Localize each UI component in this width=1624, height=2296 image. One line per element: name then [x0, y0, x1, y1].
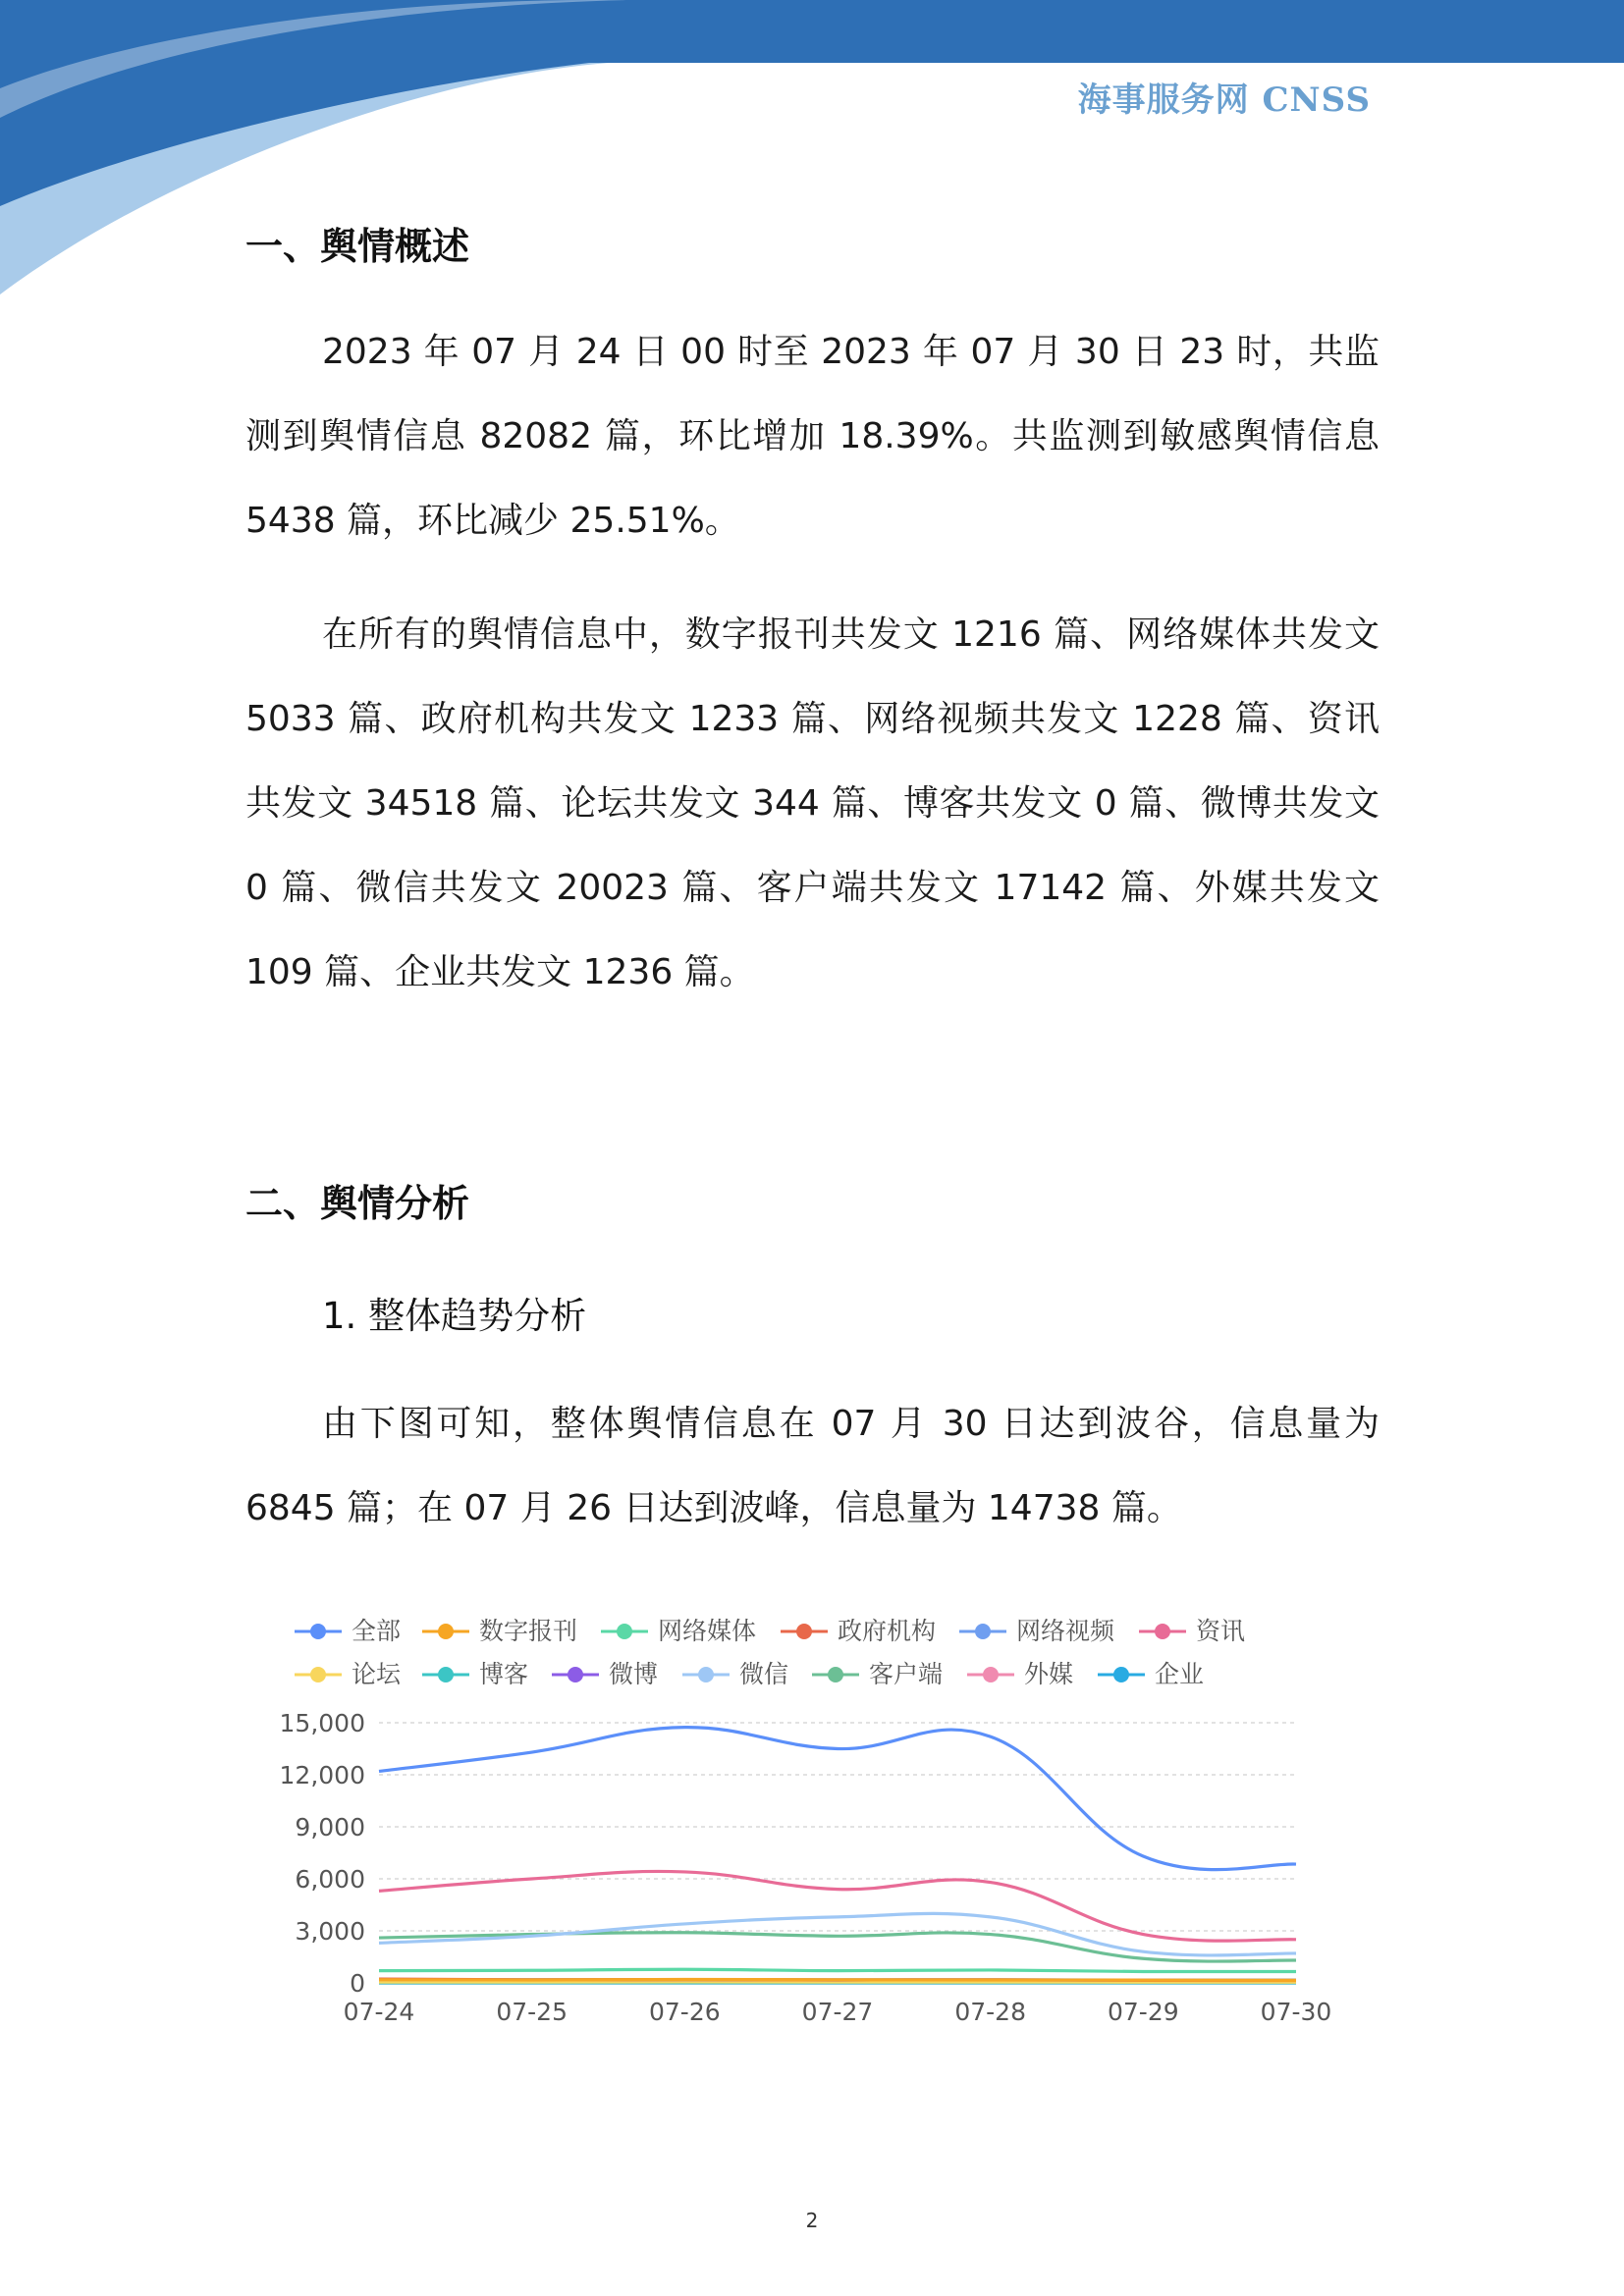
- legend-item: [812, 1660, 943, 1688]
- legend-item: [781, 1617, 936, 1645]
- legend-label: 企业: [1155, 1660, 1205, 1688]
- legend-marker: [828, 1667, 843, 1682]
- legend-marker: [983, 1667, 999, 1682]
- series: [379, 1969, 1296, 1971]
- legend-marker: [617, 1624, 632, 1639]
- paragraph: 在所有的舆情信息中，数字报刊共发文 1216 篇、网络媒体共发文 5033 篇、政府机构共发文 1233 篇、网络视频共发文 1228 篇、资讯共发文 34518 篇、论坛共发文 344 篇、博客共发文 0 篇、微博共发文 0 篇、微信共发文 20023 篇、客户端共发文 17142 篇、外媒共发文 109 篇、企业共发文 1236 篇。: [245, 614, 1380, 992]
- y-axis: [280, 1709, 365, 1998]
- legend-marker: [310, 1624, 326, 1639]
- series-lines: [379, 1728, 1296, 1983]
- legend-item: [295, 1660, 402, 1688]
- x-tick-label: 07-25: [496, 1998, 568, 2026]
- legend-label: 客户端: [869, 1660, 944, 1688]
- series-line: [379, 1728, 1296, 1870]
- legend-marker: [698, 1667, 714, 1682]
- legend-label: 博客: [479, 1660, 529, 1688]
- legend-marker: [438, 1667, 454, 1682]
- y-tick-label: 6,000: [295, 1865, 365, 1894]
- x-tick-label: 07-30: [1260, 1998, 1332, 2026]
- section-title: 二、舆情分析: [245, 1182, 470, 1225]
- legend-marker: [796, 1624, 812, 1639]
- legend-marker: [438, 1624, 454, 1639]
- x-tick-label: 07-29: [1108, 1998, 1179, 2026]
- section-title: 一、舆情概述: [245, 225, 470, 268]
- legend-item: [1098, 1660, 1204, 1688]
- paragraph: 由下图可知，整体舆情信息在 07 月 30 日达到波谷，信息量为 6845 篇；在 07 月 26 日达到波峰，信息量为 14738 篇。: [245, 1404, 1380, 1528]
- series-line: [379, 1979, 1296, 1980]
- y-tick-label: 15,000: [279, 1709, 365, 1737]
- x-tick-label: 07-28: [954, 1998, 1026, 2026]
- legend-label: 资讯: [1196, 1617, 1246, 1645]
- header-banner: [0, 0, 1624, 314]
- legend-item: [552, 1660, 658, 1688]
- series: [379, 1979, 1296, 1980]
- legend-item: [422, 1617, 577, 1645]
- x-tick-label: 07-26: [649, 1998, 721, 2026]
- legend-marker: [1113, 1667, 1129, 1682]
- x-axis: [344, 1983, 1332, 2026]
- sub-title: 1. 整体趋势分析: [322, 1295, 587, 1337]
- page-number: 2: [805, 2209, 819, 2232]
- y-tick-label: 3,000: [295, 1917, 365, 1946]
- legend-label: 数字报刊: [479, 1617, 578, 1645]
- x-tick-label: 07-27: [801, 1998, 874, 2026]
- legend-item: [1139, 1617, 1245, 1645]
- brand-logo-text: 海事服务网 CNSS: [1077, 80, 1371, 120]
- legend-item: [682, 1660, 788, 1688]
- legend-label: 论坛: [352, 1660, 402, 1688]
- legend-item: [422, 1660, 528, 1688]
- chart-grid: [379, 1723, 1296, 1983]
- legend-item: [959, 1617, 1115, 1645]
- legend-marker: [310, 1667, 326, 1682]
- trend-line-chart: [275, 1600, 1355, 2052]
- legend-item: [295, 1617, 401, 1645]
- legend-label: 网络视频: [1016, 1617, 1115, 1645]
- legend-label: 微信: [739, 1660, 789, 1688]
- legend-marker: [975, 1624, 991, 1639]
- legend-label: 政府机构: [838, 1617, 937, 1645]
- legend-label: 网络媒体: [658, 1617, 757, 1645]
- legend-marker: [568, 1667, 583, 1682]
- x-tick-label: 07-24: [343, 1998, 415, 2026]
- legend-item: [967, 1660, 1073, 1688]
- legend-marker: [1155, 1624, 1170, 1639]
- legend-label: 全部: [352, 1617, 402, 1645]
- y-tick-label: 12,000: [279, 1761, 365, 1789]
- legend-label: 外媒: [1024, 1660, 1074, 1688]
- y-tick-label: 9,000: [295, 1813, 365, 1842]
- legend-label: 微博: [609, 1660, 659, 1688]
- series-line: [379, 1969, 1296, 1971]
- legend-item: [601, 1617, 756, 1645]
- series: [379, 1728, 1296, 1870]
- chart-legend: [295, 1617, 1245, 1688]
- y-tick-label: 0: [350, 1969, 365, 1998]
- paragraph: 2023 年 07 月 24 日 00 时至 2023 年 07 月 30 日 23 时，共监测到舆情信息 82082 篇，环比增加 18.39%。共监测到敏感舆情信息 5438 篇，环比减少 25.51%。: [245, 332, 1380, 541]
